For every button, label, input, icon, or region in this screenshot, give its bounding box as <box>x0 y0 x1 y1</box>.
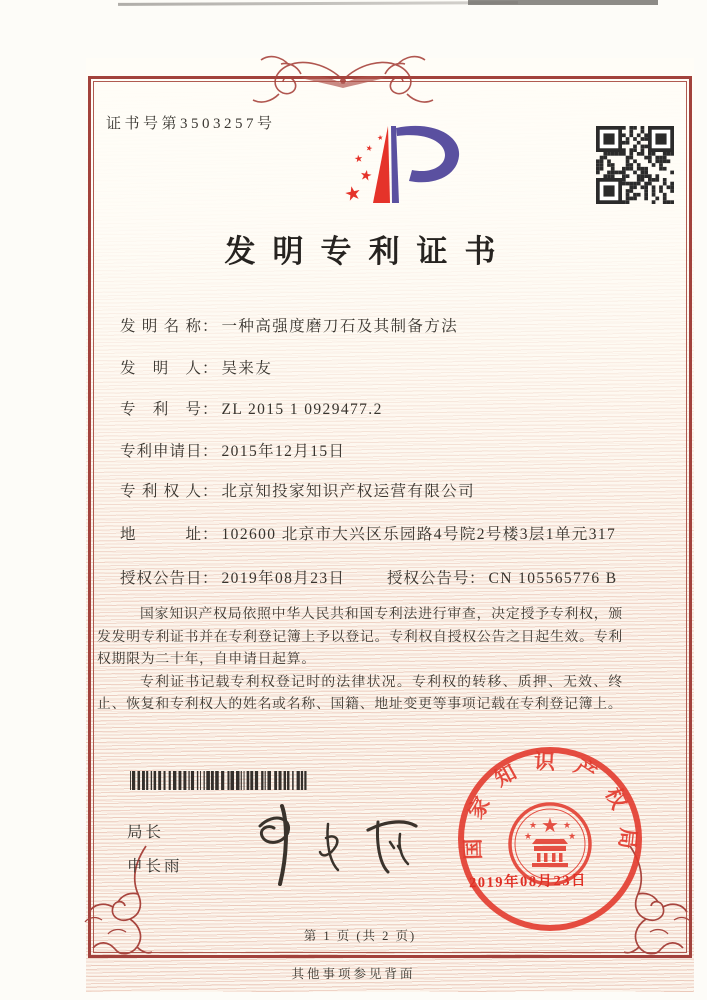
field-grant-number <box>387 566 618 588</box>
field-label: 专利申请日 <box>120 443 203 460</box>
seal-date: 2019年08月23日 <box>468 872 588 892</box>
field-value: 2019年08月23日 <box>221 570 346 587</box>
field-colon: ： <box>202 443 219 460</box>
field-colon: ： <box>202 401 219 418</box>
field-label: 地址 <box>120 526 202 543</box>
field-row-grant <box>120 566 618 588</box>
field-label: 专利权人 <box>120 483 202 500</box>
field-value: 北京知投家知识产权运营有限公司 <box>221 483 476 500</box>
field-row-address <box>120 522 616 544</box>
field-row-filing-date <box>120 439 345 461</box>
field-value: 吴来友 <box>221 360 273 377</box>
field-value: CN 105565776 B <box>488 570 618 587</box>
svg-text:★: ★ <box>562 821 572 831</box>
field-label: 授权公告日 <box>120 570 203 587</box>
field-colon: ： <box>202 526 219 543</box>
director-title-label: 局长 <box>127 824 165 841</box>
official-seal <box>455 744 645 934</box>
cnipa-logo-icon <box>338 118 503 213</box>
director-signature <box>230 800 430 892</box>
field-colon: ： <box>202 360 219 377</box>
top-border-ornament-icon <box>243 50 443 104</box>
seal-graphic <box>455 744 645 934</box>
field-label: 发明人 <box>120 360 202 377</box>
field-row-patentee <box>120 479 475 501</box>
certificate-number: 证书号第3503257号 <box>106 116 276 132</box>
field-value: 2015年12月15日 <box>221 443 346 460</box>
page-number: 第 1 页 (共 2 页) <box>303 929 417 943</box>
svg-text:★: ★ <box>528 821 538 831</box>
field-value: 一种高强度磨刀石及其制备方法 <box>221 318 459 335</box>
director-name-label: 申长雨 <box>127 858 183 875</box>
field-colon: ： <box>202 570 219 587</box>
field-value: 102600 北京市大兴区乐园路4号院2号楼3层1单元317 <box>221 526 617 543</box>
field-label: 授权公告号 <box>387 570 470 587</box>
field-colon: ： <box>202 318 219 335</box>
back-side-note: 其他事项参见背面 <box>291 967 416 981</box>
scan-artifact-line <box>118 1 518 6</box>
field-row-invention-name <box>120 314 458 336</box>
field-colon: ： <box>202 483 219 500</box>
svg-text:★: ★ <box>358 167 374 185</box>
svg-text:★: ★ <box>364 143 374 154</box>
svg-text:★: ★ <box>541 813 559 837</box>
field-row-inventor <box>120 356 272 378</box>
field-label: 发明名称 <box>120 318 202 335</box>
svg-text:★: ★ <box>342 181 364 207</box>
field-value: ZL 2015 1 0929477.2 <box>221 401 383 418</box>
scan-artifact-line <box>468 0 658 5</box>
svg-text:★: ★ <box>353 153 364 166</box>
seal-arc-text: 国家知识产权局 <box>460 749 641 867</box>
body-paragraph-2: 专利证书记载专利权登记时的法律状况。专利权的转移、质押、无效、终止、恢复和专利权人的姓名或名称、国籍、地址变更等事项记载在专利登记簿上。 <box>97 673 623 711</box>
field-colon: ： <box>469 570 486 587</box>
field-row-patent-number <box>120 397 383 419</box>
svg-text:★: ★ <box>523 832 533 842</box>
svg-text:★: ★ <box>567 832 577 842</box>
certificate-title: 发明专利证书 <box>224 234 513 269</box>
legal-text-block <box>97 603 623 716</box>
field-label: 专利号 <box>120 401 202 418</box>
barcode <box>130 771 311 790</box>
svg-text:★: ★ <box>376 133 384 143</box>
qr-code <box>596 126 674 204</box>
body-paragraph-1: 国家知识产权局依照中华人民共和国专利法进行审查，决定授予专利权，颁发发明专利证书并在专利登记簿上予以登记。专利权自授权公告之日起生效。专利权期限为二十年，自申请日起算。 <box>97 606 623 666</box>
